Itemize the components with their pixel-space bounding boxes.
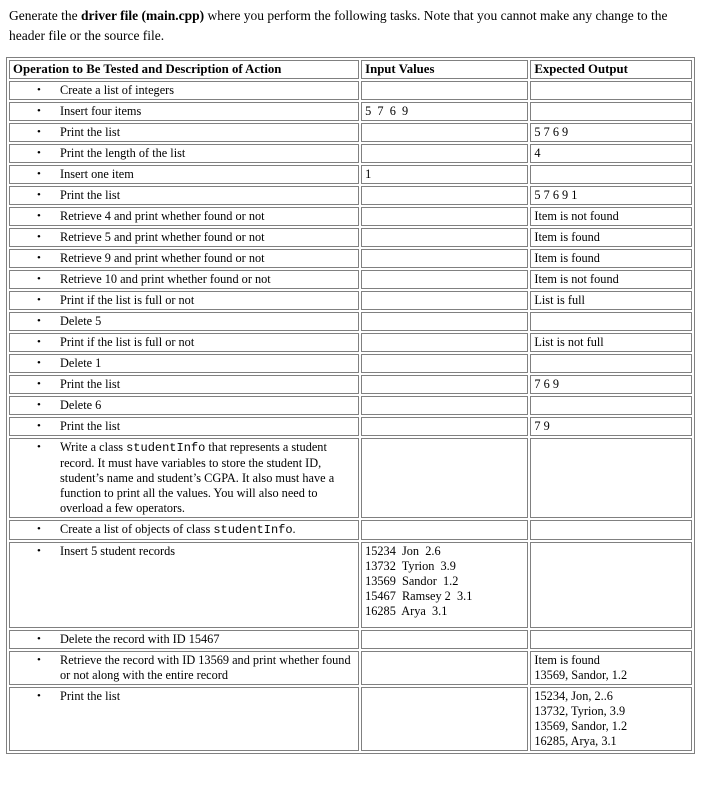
output-cell [530,165,692,184]
output-cell: Item is not found [530,270,692,289]
table-row [9,249,692,268]
bullet: • [37,441,41,453]
instructions-paragraph [9,6,699,46]
table-row [9,207,692,226]
table-row [9,651,692,685]
table-row [9,102,692,121]
input-cell [361,312,528,331]
intro-text-1: Generate the [9,8,81,23]
output-cell: List is not full [530,333,692,352]
class-name-code: studentInfo [126,441,206,455]
table-row [9,186,692,205]
operation-text: Print if the list is full or not [60,335,195,349]
student-records-input: 15234 Jon 2.6 13732 Tyrion 3.9 13569 Sandor 1.2 15467 Ramsey 2 3.1 16285 Arya 3.1 [361,542,528,628]
bullet: • [37,545,41,557]
bullet: • [37,147,41,159]
table-row [9,375,692,394]
output-cell [530,438,692,518]
output-cell: Item is found [530,249,692,268]
input-cell [361,270,528,289]
operation-text: Print the list [60,188,121,202]
output-cell: Item is found 13569, Sandor, 1.2 [530,651,692,685]
test-plan-table [6,57,695,754]
bullet: • [37,252,41,264]
operation-text-part: . [292,522,296,536]
header-expected-output: Expected Output [530,60,692,79]
output-cell [530,520,692,540]
output-cell: 7 9 [530,417,692,436]
operation-text: Retrieve 5 and print whether found or not [60,230,265,244]
table-header-row [9,60,692,79]
operation-text: Retrieve 4 and print whether found or not [60,209,265,223]
operation-text: Delete 5 [60,314,102,328]
table-row [9,333,692,352]
output-cell: Item is not found [530,207,692,226]
input-cell [361,186,528,205]
operation-text [60,522,355,538]
operation-text: Create a list of integers [60,83,175,97]
input-cell [361,438,528,518]
bullet: • [37,126,41,138]
table-row [9,123,692,142]
bullet: • [37,273,41,285]
input-cell [361,520,528,540]
class-name-code: studentInfo [213,523,293,537]
operation-text: Print the list [60,419,121,433]
output-cell: 4 [530,144,692,163]
bullet: • [37,690,41,702]
bullet: • [37,315,41,327]
table-row [9,144,692,163]
input-cell [361,687,528,751]
table-row [9,417,692,436]
output-cell [530,354,692,373]
table-row [9,520,692,540]
input-cell [361,417,528,436]
table-row [9,270,692,289]
header-operation: Operation to Be Tested and Description of Action [9,60,359,79]
output-cell [530,312,692,331]
bullet: • [37,84,41,96]
input-cell [361,207,528,226]
operation-text: Retrieve 10 and print whether found or not [60,272,271,286]
input-cell [361,651,528,685]
table-row-studentinfo [9,438,692,518]
operation-text: Delete 6 [60,398,102,412]
output-cell [530,81,692,100]
bullet: • [37,294,41,306]
bullet: • [37,378,41,390]
table-row [9,687,692,751]
operation-text: Print the list [60,377,121,391]
bullet: • [37,420,41,432]
operation-text-part: Create a list of objects of class [60,522,214,536]
operation-text: Retrieve the record with ID 13569 and print whether found or not along with the entire record [60,653,351,682]
intro-text-2: where you perform the following tasks. Note that you cannot make any change to the header file or the source file. [9,8,668,43]
table-row-insert-students [9,542,692,628]
table-row [9,81,692,100]
table-row [9,354,692,373]
operation-text [60,440,355,516]
table-row [9,312,692,331]
table-row [9,291,692,310]
input-cell [361,396,528,415]
table-row [9,228,692,247]
input-cell [361,375,528,394]
operation-text-part: Write a class [60,440,127,454]
operation-text: Delete 1 [60,356,102,370]
operation-text: Insert one item [60,167,134,181]
bullet: • [37,168,41,180]
operation-text: Print the list [60,125,121,139]
operation-text: Delete the record with ID 15467 [60,632,220,646]
table-row [9,396,692,415]
operation-text-part: that represents a student record. It must have variables to store the student ID, student’s name and student’s CGPA. It also must have a function to print all the values. You will also need to overload a few operators. [60,440,335,515]
output-cell [530,630,692,649]
bullet: • [37,654,41,666]
output-cell: 5 7 6 9 [530,123,692,142]
input-cell [361,630,528,649]
operation-text: Insert four items [60,104,142,118]
operation-text: Print if the list is full or not [60,293,195,307]
output-cell: Item is found [530,228,692,247]
input-cell [361,354,528,373]
operation-text: Insert 5 student records [60,544,176,558]
input-cell: 1 [361,165,528,184]
bullet: • [37,105,41,117]
bullet: • [37,633,41,645]
input-cell [361,249,528,268]
bullet: • [37,231,41,243]
output-cell: List is full [530,291,692,310]
output-cell: 5 7 6 9 1 [530,186,692,205]
bullet: • [37,523,41,535]
table-row [9,630,692,649]
input-cell [361,123,528,142]
output-cell: 7 6 9 [530,375,692,394]
intro-bold-filename: driver file (main.cpp) [80,8,205,23]
input-cell [361,81,528,100]
input-cell [361,228,528,247]
bullet: • [37,399,41,411]
input-cell [361,333,528,352]
output-cell [530,102,692,121]
operation-text: Print the list [60,689,121,703]
operation-text: Retrieve 9 and print whether found or not [60,251,265,265]
final-list-output: 15234, Jon, 2..6 13732, Tyrion, 3.9 13569, Sandor, 1.2 16285, Arya, 3.1 [530,687,692,751]
bullet: • [37,336,41,348]
input-cell [361,291,528,310]
bullet: • [37,210,41,222]
bullet: • [37,189,41,201]
operation-text: Print the length of the list [60,146,186,160]
header-input: Input Values [361,60,528,79]
input-cell: 5 7 6 9 [361,102,528,121]
output-cell [530,542,692,628]
bullet: • [37,357,41,369]
input-cell [361,144,528,163]
output-cell [530,396,692,415]
table-row [9,165,692,184]
